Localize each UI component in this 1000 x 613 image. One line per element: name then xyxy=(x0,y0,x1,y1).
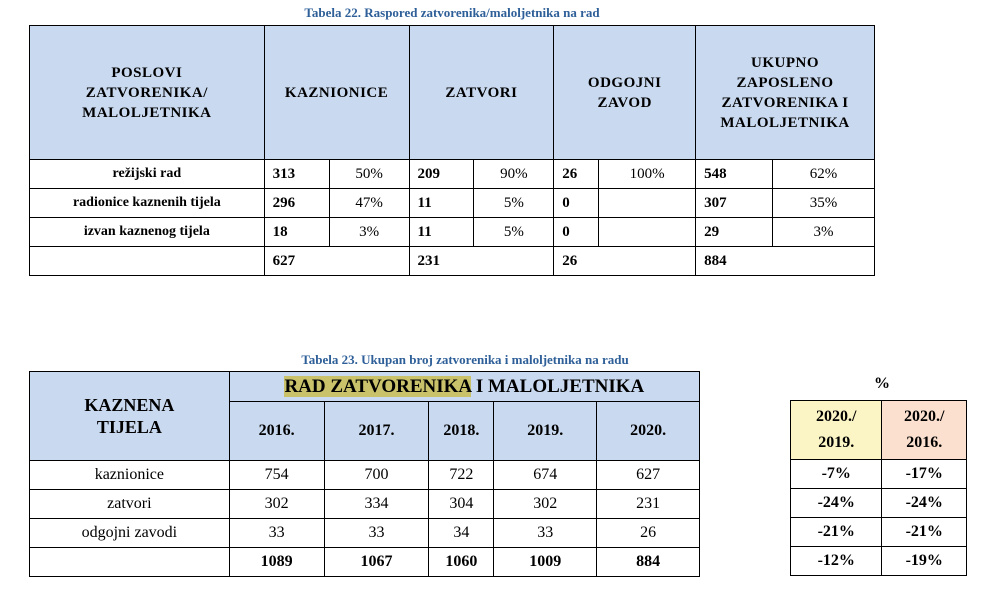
table-row xyxy=(791,460,967,489)
table-row xyxy=(30,189,875,218)
total-zatvori: 231 xyxy=(409,247,554,276)
cell: 307 xyxy=(696,189,773,218)
table-row xyxy=(30,461,700,490)
total-cell: 884 xyxy=(597,548,700,577)
header-odgojni-zavod: ODGOJNI ZAVOD xyxy=(554,26,696,160)
year-header: 2017. xyxy=(324,402,429,461)
cell: 674 xyxy=(494,461,597,490)
totals-row xyxy=(30,548,700,577)
cell: -21% xyxy=(791,518,882,547)
cell: -7% xyxy=(791,460,882,489)
year-header: 2019. xyxy=(494,402,597,461)
row-label: odgojni zavodi xyxy=(30,519,230,548)
cell: 47% xyxy=(329,189,409,218)
table-row xyxy=(30,160,875,189)
cell: 754 xyxy=(229,461,324,490)
table-row xyxy=(30,218,875,247)
header-zatvori: ZATVORI xyxy=(409,26,554,160)
cell: 35% xyxy=(773,189,875,218)
row-label: radionice kaznenih tijela xyxy=(30,189,265,218)
header-kaznena-tijela: KAZNENA TIJELA xyxy=(30,372,230,461)
totals-row xyxy=(30,247,875,276)
cell: 334 xyxy=(324,490,429,519)
header-2020-2016: 2020./ 2016. xyxy=(882,401,967,460)
cell: 5% xyxy=(474,189,554,218)
cell: 302 xyxy=(229,490,324,519)
total-cell: 1060 xyxy=(429,548,494,577)
header-ukupno: UKUPNO ZAPOSLENO ZATVORENIKA I MALOLJETNIKA xyxy=(696,26,875,160)
cell: 304 xyxy=(429,490,494,519)
total-cell: 1089 xyxy=(229,548,324,577)
cell: 26 xyxy=(597,519,700,548)
row-label xyxy=(30,548,230,577)
total-ukupno: 884 xyxy=(696,247,875,276)
cell: 722 xyxy=(429,461,494,490)
cell: 34 xyxy=(429,519,494,548)
table-row xyxy=(791,518,967,547)
year-header: 2018. xyxy=(429,402,494,461)
cell: -24% xyxy=(791,489,882,518)
cell: 5% xyxy=(474,218,554,247)
cell: -19% xyxy=(882,547,967,576)
cell: 3% xyxy=(773,218,875,247)
percent-label: % xyxy=(874,375,890,392)
cell xyxy=(599,218,696,247)
table-row xyxy=(30,490,700,519)
cell: 33 xyxy=(229,519,324,548)
cell: 18 xyxy=(264,218,329,247)
table-row xyxy=(30,519,700,548)
table23 xyxy=(29,371,700,577)
percent-table xyxy=(790,400,967,576)
table22 xyxy=(29,25,875,276)
cell: -24% xyxy=(882,489,967,518)
header-2020-2019: 2020./ 2019. xyxy=(791,401,882,460)
row-label: izvan kaznenog tijela xyxy=(30,218,265,247)
cell xyxy=(599,189,696,218)
row-label: režijski rad xyxy=(30,160,265,189)
cell: 50% xyxy=(329,160,409,189)
cell: 231 xyxy=(597,490,700,519)
cell: 90% xyxy=(474,160,554,189)
cell: 62% xyxy=(773,160,875,189)
table23-caption: Tabela 23. Ukupan broj zatvorenika i maloljetnika na radu xyxy=(301,352,629,367)
cell: -17% xyxy=(882,460,967,489)
cell: 0 xyxy=(554,189,599,218)
cell: 3% xyxy=(329,218,409,247)
cell: 33 xyxy=(324,519,429,548)
cell: 26 xyxy=(554,160,599,189)
cell: 302 xyxy=(494,490,597,519)
table-row xyxy=(791,489,967,518)
year-header: 2016. xyxy=(229,402,324,461)
cell: 627 xyxy=(597,461,700,490)
header-kaznionice: KAZNIONICE xyxy=(264,26,409,160)
row-label xyxy=(30,247,265,276)
year-header: 2020. xyxy=(597,402,700,461)
total-odgojni: 26 xyxy=(554,247,696,276)
cell: 100% xyxy=(599,160,696,189)
table22-caption: Tabela 22. Raspored zatvorenika/maloljetnika na rad xyxy=(304,5,600,20)
row-label: zatvori xyxy=(30,490,230,519)
row-label: kaznionice xyxy=(30,461,230,490)
cell: 296 xyxy=(264,189,329,218)
cell: 11 xyxy=(409,189,474,218)
header-poslovi: POSLOVI ZATVORENIKA/ MALOLJETNIKA xyxy=(30,26,265,160)
total-cell: 1067 xyxy=(324,548,429,577)
cell: 33 xyxy=(494,519,597,548)
cell: 209 xyxy=(409,160,474,189)
cell: 11 xyxy=(409,218,474,247)
header-rad: RAD ZATVORENIKA I MALOLJETNIKA xyxy=(229,372,699,402)
cell: -12% xyxy=(791,547,882,576)
cell: 29 xyxy=(696,218,773,247)
cell: 0 xyxy=(554,218,599,247)
highlighted-text: RAD ZATVORENIKA xyxy=(284,375,472,397)
total-cell: 1009 xyxy=(494,548,597,577)
cell: 548 xyxy=(696,160,773,189)
total-kaznionice: 627 xyxy=(264,247,409,276)
cell: 313 xyxy=(264,160,329,189)
table-row xyxy=(791,547,967,576)
cell: -21% xyxy=(882,518,967,547)
cell: 700 xyxy=(324,461,429,490)
